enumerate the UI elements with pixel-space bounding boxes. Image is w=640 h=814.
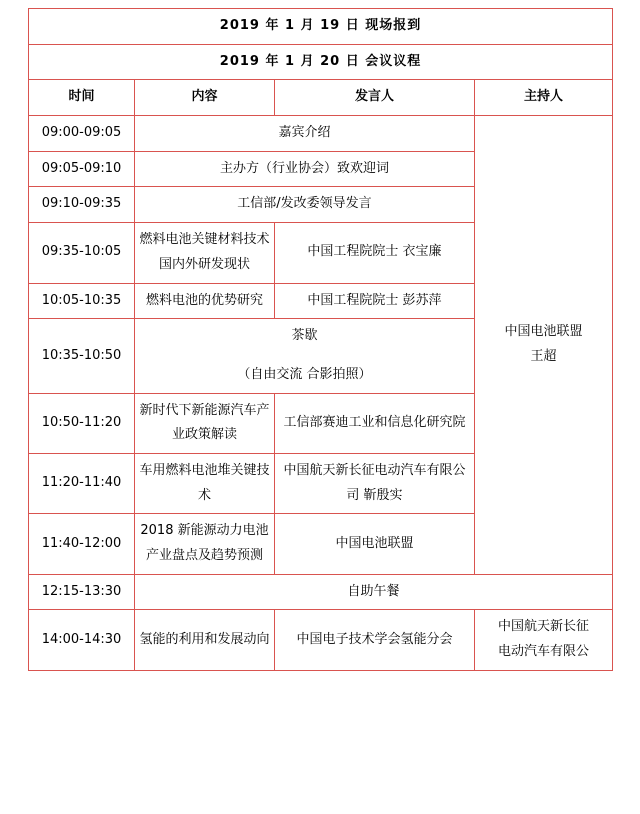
row-time: 09:10-09:35	[29, 187, 135, 223]
column-header-content: 内容	[135, 80, 275, 116]
row-merged-content: 工信部/发改委领导发言	[135, 187, 475, 223]
banner-registration: 2019 年 1 月 19 日 现场报到	[29, 9, 613, 45]
row-time: 10:50-11:20	[29, 393, 135, 453]
row-time: 09:35-10:05	[29, 223, 135, 283]
break-label: 茶歇	[291, 328, 318, 344]
table-row-header	[29, 80, 613, 116]
row-speaker: 中国电池联盟	[275, 514, 475, 574]
row-time: 09:00-09:05	[29, 116, 135, 152]
row-speaker: 中国航天新长征电动汽车有限公司 靳殷实	[275, 453, 475, 513]
host-secondary-line1: 中国航天新长征	[498, 619, 590, 635]
column-header-speaker: 发言人	[275, 80, 475, 116]
row-content: 新时代下新能源汽车产业政策解读	[135, 393, 275, 453]
row-content: 车用燃料电池堆关键技术	[135, 453, 275, 513]
row-merged-content: 嘉宾介绍	[135, 116, 475, 152]
host-name-org: 中国电池联盟	[504, 324, 583, 340]
row-speaker: 工信部赛迪工业和信息化研究院	[275, 393, 475, 453]
row-time: 11:20-11:40	[29, 453, 135, 513]
row-speaker: 中国工程院院士 彭苏萍	[275, 283, 475, 319]
table-row	[29, 574, 613, 610]
table-row-banner-1	[29, 9, 613, 45]
banner-agenda: 2019 年 1 月 20 日 会议议程	[29, 44, 613, 80]
agenda-table	[28, 8, 613, 671]
row-content: 燃料电池关键材料技术国内外研发现状	[135, 223, 275, 283]
row-speaker: 中国工程院院士 衣宝廉	[275, 223, 475, 283]
row-time: 12:15-13:30	[29, 574, 135, 610]
table-row	[29, 610, 613, 670]
column-header-host: 主持人	[475, 80, 613, 116]
table-row-banner-2	[29, 44, 613, 80]
row-merged-content-break	[135, 319, 475, 393]
host-secondary-line2: 电动汽车有限公	[498, 644, 590, 660]
row-content: 2018 新能源动力电池产业盘点及趋势预测	[135, 514, 275, 574]
table-row	[29, 116, 613, 152]
column-header-time: 时间	[29, 80, 135, 116]
row-speaker: 中国电子技术学会氢能分会	[275, 610, 475, 670]
row-merged-content: 主办方（行业协会）致欢迎词	[135, 151, 475, 187]
row-time: 10:05-10:35	[29, 283, 135, 319]
row-time: 11:40-12:00	[29, 514, 135, 574]
row-time: 10:35-10:50	[29, 319, 135, 393]
host-cell-secondary	[475, 610, 613, 670]
row-time: 14:00-14:30	[29, 610, 135, 670]
row-content: 燃料电池的优势研究	[135, 283, 275, 319]
row-time: 09:05-09:10	[29, 151, 135, 187]
row-merged-content: 自助午餐	[135, 574, 613, 610]
host-name-person: 王超	[530, 348, 557, 364]
host-cell-main	[475, 116, 613, 575]
row-content: 氢能的利用和发展动向	[135, 610, 275, 670]
break-note: （自由交流 合影拍照）	[237, 366, 372, 382]
